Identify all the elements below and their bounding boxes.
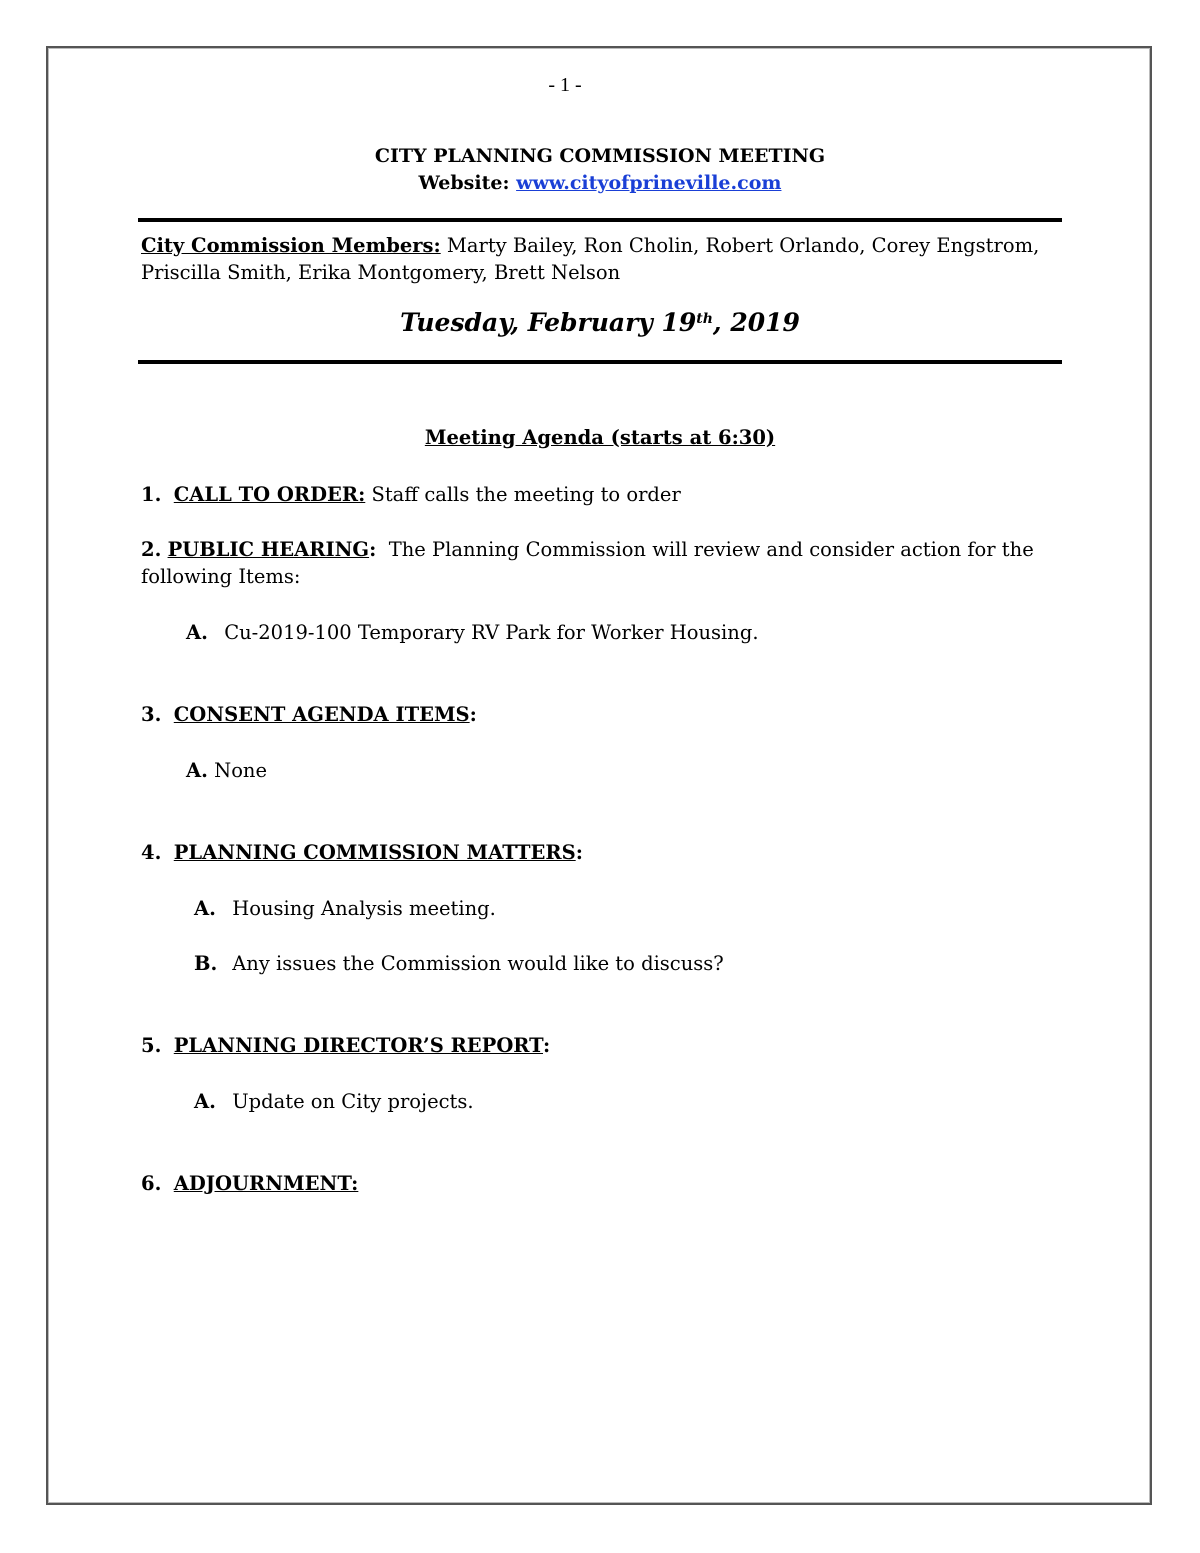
date-suffix: th bbox=[696, 311, 713, 327]
agenda-item-6: 6. ADJOURNMENT: bbox=[141, 1172, 359, 1195]
item-2-text: The Planning Commission will review and consider action for the following Items: bbox=[141, 538, 1034, 588]
date-year: , 2019 bbox=[712, 308, 800, 337]
page-number: - 1 - bbox=[548, 74, 582, 96]
agenda-item-4a: A. Housing Analysis meeting. bbox=[194, 897, 496, 920]
date-rule bbox=[138, 360, 1062, 364]
top-rule bbox=[138, 218, 1062, 222]
item-6-title: ADJOURNMENT: bbox=[173, 1172, 359, 1195]
agenda-item-5: 5. PLANNING DIRECTOR’S REPORT: bbox=[141, 1034, 551, 1057]
members-names: Marty Bailey, Ron Cholin, Robert Orlando, Corey Engstrom, Priscilla Smith, Erika Montgomery, Brett Nelson bbox=[141, 234, 1040, 284]
members-label: City Commission Members: bbox=[141, 234, 441, 257]
item-2-title: PUBLIC HEARING bbox=[167, 538, 370, 561]
meeting-title: CITY PLANNING COMMISSION MEETING bbox=[374, 145, 826, 167]
website-label: Website: bbox=[418, 172, 510, 194]
agenda-item-2a: A. Cu-2019-100 Temporary RV Park for Worker Housing. bbox=[186, 621, 759, 644]
agenda-item-3a: A. None bbox=[186, 759, 268, 782]
agenda-item-2: 2. PUBLIC HEARING: The Planning Commission will review and consider action for the following Items: bbox=[141, 538, 1034, 588]
agenda-heading: Meeting Agenda (starts at 6:30) bbox=[424, 426, 776, 449]
item-5-title: PLANNING DIRECTOR’S REPORT bbox=[173, 1034, 543, 1057]
agenda-item-1: 1. CALL TO ORDER: Staff calls the meeting to order bbox=[141, 483, 681, 506]
website-link[interactable]: www.cityofprineville.com bbox=[516, 172, 782, 194]
item-3-title: CONSENT AGENDA ITEMS bbox=[173, 703, 470, 726]
item-1-text: Staff calls the meeting to order bbox=[371, 483, 681, 506]
agenda-item-5a: A. Update on City projects. bbox=[194, 1090, 474, 1113]
website-line bbox=[0, 172, 1200, 194]
agenda-item-4b: B. Any issues the Commission would like to discuss? bbox=[194, 952, 724, 975]
item-1-title: CALL TO ORDER: bbox=[173, 483, 366, 506]
agenda-item-3: 3. CONSENT AGENDA ITEMS: bbox=[141, 703, 477, 726]
date-prefix: Tuesday, February 19 bbox=[400, 308, 697, 337]
item-4-title: PLANNING COMMISSION MATTERS bbox=[173, 841, 576, 864]
agenda-item-4: 4. PLANNING COMMISSION MATTERS: bbox=[141, 841, 583, 864]
commission-members bbox=[141, 232, 1061, 286]
meeting-date bbox=[0, 308, 1200, 337]
